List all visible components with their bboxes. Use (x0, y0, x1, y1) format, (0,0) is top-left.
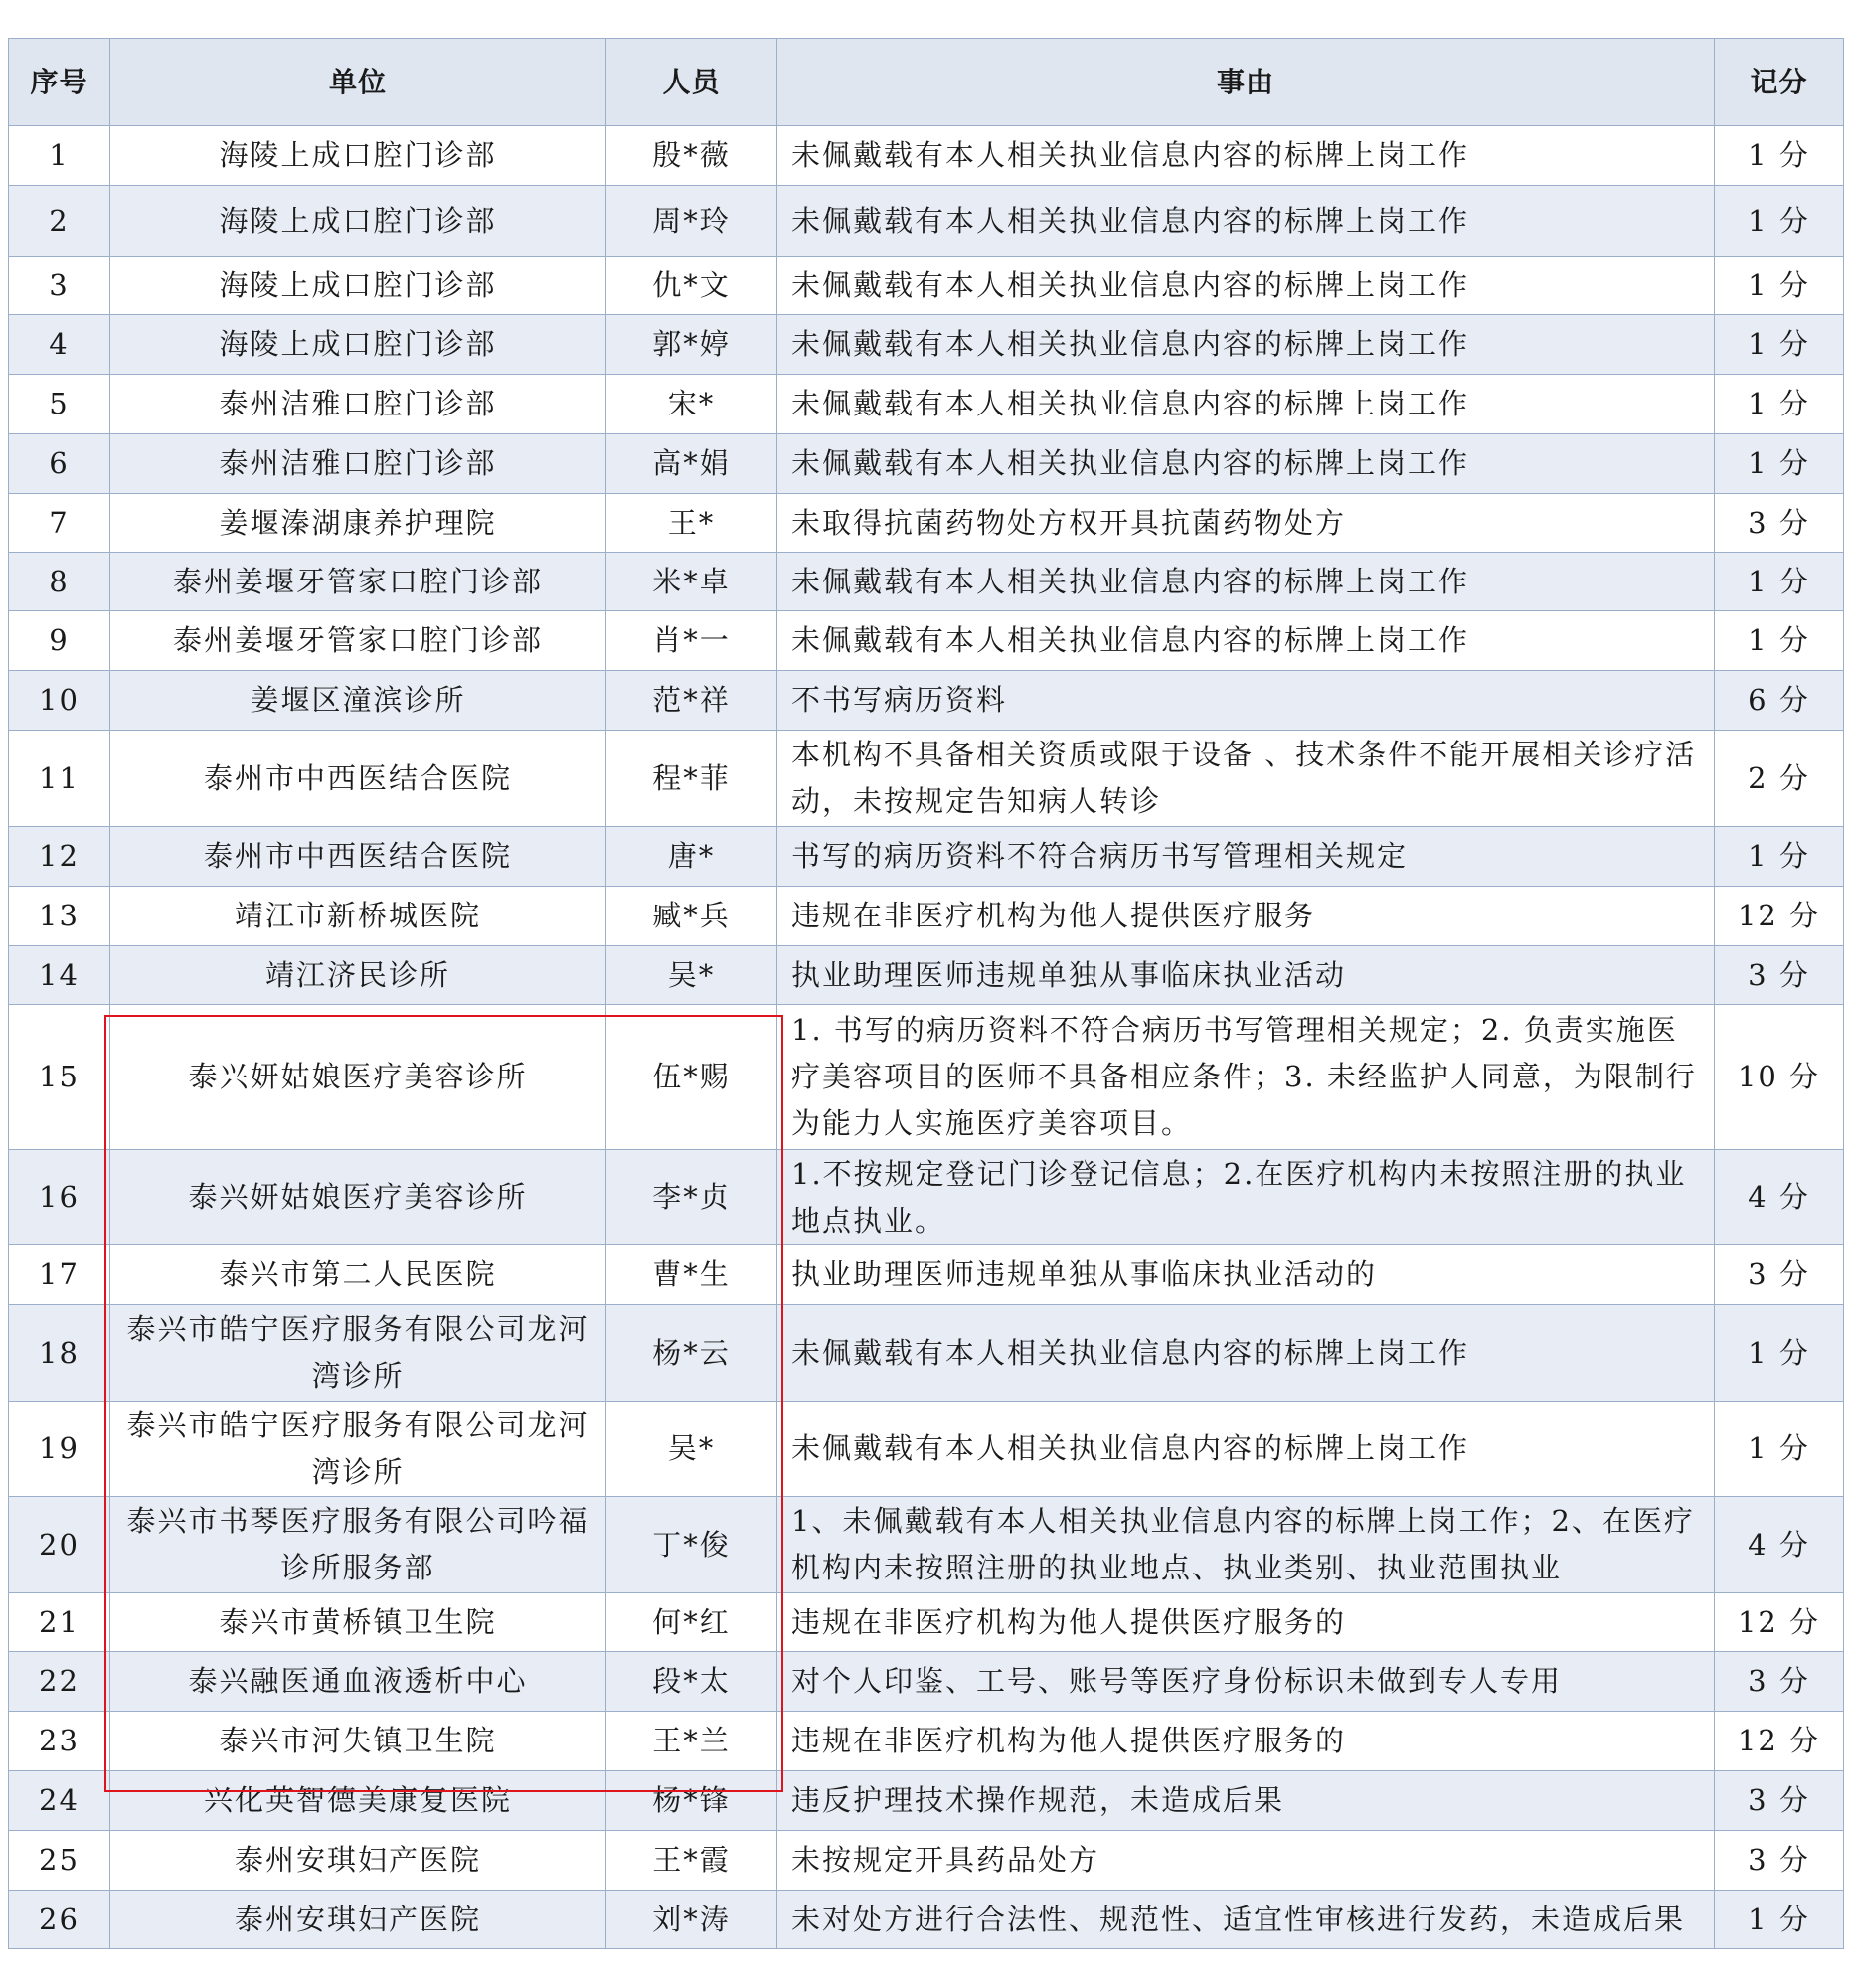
cell-reason: 未取得抗菌药物处方权开具抗菌药物处方 (777, 494, 1715, 553)
table-row (9, 375, 1844, 434)
cell-person: 段*太 (606, 1652, 777, 1712)
table-row (9, 1593, 1844, 1652)
cell-unit: 泰州市中西医结合医院 (110, 827, 606, 887)
cell-person: 臧*兵 (606, 887, 777, 946)
cell-reason: 未佩戴载有本人相关执业信息内容的标牌上岗工作 (777, 1305, 1715, 1402)
cell-unit: 姜堰溱湖康养护理院 (110, 494, 606, 553)
cell-score: 3 分 (1715, 1652, 1844, 1712)
cell-reason: 执业助理医师违规单独从事临床执业活动 (777, 946, 1715, 1005)
cell-reason: 未佩戴载有本人相关执业信息内容的标牌上岗工作 (777, 1402, 1715, 1497)
cell-score: 1 分 (1715, 611, 1844, 671)
cell-score: 1 分 (1715, 186, 1844, 257)
cell-score: 3 分 (1715, 1771, 1844, 1831)
table-row (9, 553, 1844, 611)
cell-unit: 泰州洁雅口腔门诊部 (110, 375, 606, 434)
cell-person: 高*娟 (606, 434, 777, 494)
cell-no: 15 (9, 1005, 110, 1150)
cell-unit: 姜堰区潼滨诊所 (110, 671, 606, 731)
cell-unit: 泰州洁雅口腔门诊部 (110, 434, 606, 494)
cell-no: 2 (9, 186, 110, 257)
table-row (9, 1402, 1844, 1497)
cell-score: 3 分 (1715, 946, 1844, 1005)
cell-unit: 泰州安琪妇产医院 (110, 1831, 606, 1891)
cell-score: 1 分 (1715, 1891, 1844, 1949)
cell-person: 何*红 (606, 1593, 777, 1652)
header-no: 序号 (9, 39, 110, 126)
cell-person: 曹*生 (606, 1245, 777, 1305)
cell-unit: 靖江济民诊所 (110, 946, 606, 1005)
cell-score: 6 分 (1715, 671, 1844, 731)
cell-score: 1 分 (1715, 827, 1844, 887)
cell-no: 12 (9, 827, 110, 887)
cell-no: 24 (9, 1771, 110, 1831)
table-header-row (9, 39, 1844, 126)
table-row (9, 186, 1844, 257)
cell-score: 3 分 (1715, 1831, 1844, 1891)
header-person: 人员 (606, 39, 777, 126)
cell-person: 米*卓 (606, 553, 777, 611)
cell-reason: 未佩戴载有本人相关执业信息内容的标牌上岗工作 (777, 611, 1715, 671)
cell-unit: 泰兴市黄桥镇卫生院 (110, 1593, 606, 1652)
cell-reason: 1. 书写的病历资料不符合病历书写管理相关规定；2. 负责实施医疗美容项目的医师不具备相应条件；3. 未经监护人同意，为限制行为能力人实施医疗美容项目。 (777, 1005, 1715, 1150)
cell-person: 杨*锋 (606, 1771, 777, 1831)
cell-reason: 1、未佩戴载有本人相关执业信息内容的标牌上岗工作；2、在医疗机构内未按照注册的执业地点、执业类别、执业范围执业 (777, 1497, 1715, 1593)
cell-person: 宋* (606, 375, 777, 434)
penalty-table-container (8, 38, 1844, 1949)
cell-no: 19 (9, 1402, 110, 1497)
table-row (9, 1652, 1844, 1712)
cell-unit: 泰州姜堰牙管家口腔门诊部 (110, 553, 606, 611)
cell-reason: 未佩戴载有本人相关执业信息内容的标牌上岗工作 (777, 126, 1715, 186)
cell-no: 26 (9, 1891, 110, 1949)
cell-person: 肖*一 (606, 611, 777, 671)
cell-unit: 泰州安琪妇产医院 (110, 1891, 606, 1949)
table-row (9, 1771, 1844, 1831)
cell-no: 11 (9, 731, 110, 827)
cell-no: 20 (9, 1497, 110, 1593)
cell-unit: 靖江市新桥城医院 (110, 887, 606, 946)
table-row (9, 315, 1844, 375)
table-row (9, 1891, 1844, 1949)
cell-person: 李*贞 (606, 1150, 777, 1245)
cell-score: 1 分 (1715, 257, 1844, 315)
cell-person: 郭*婷 (606, 315, 777, 375)
table-row (9, 1305, 1844, 1402)
cell-person: 刘*涛 (606, 1891, 777, 1949)
cell-unit: 海陵上成口腔门诊部 (110, 126, 606, 186)
table-row (9, 257, 1844, 315)
table-row (9, 611, 1844, 671)
cell-reason: 对个人印鉴、工号、账号等医疗身份标识未做到专人专用 (777, 1652, 1715, 1712)
cell-no: 7 (9, 494, 110, 553)
cell-reason: 未佩戴载有本人相关执业信息内容的标牌上岗工作 (777, 257, 1715, 315)
table-row (9, 1831, 1844, 1891)
cell-no: 1 (9, 126, 110, 186)
cell-unit: 海陵上成口腔门诊部 (110, 315, 606, 375)
cell-reason: 不书写病历资料 (777, 671, 1715, 731)
cell-person: 杨*云 (606, 1305, 777, 1402)
cell-score: 1 分 (1715, 553, 1844, 611)
cell-no: 14 (9, 946, 110, 1005)
cell-unit: 泰兴融医通血液透析中心 (110, 1652, 606, 1712)
table-row (9, 1005, 1844, 1150)
cell-score: 1 分 (1715, 315, 1844, 375)
cell-no: 18 (9, 1305, 110, 1402)
cell-score: 1 分 (1715, 1402, 1844, 1497)
cell-score: 1 分 (1715, 1305, 1844, 1402)
table-row (9, 671, 1844, 731)
cell-unit: 泰兴市书琴医疗服务有限公司吟福诊所服务部 (110, 1497, 606, 1593)
header-score: 记分 (1715, 39, 1844, 126)
cell-person: 王*兰 (606, 1712, 777, 1771)
cell-no: 6 (9, 434, 110, 494)
cell-unit: 兴化英智德美康复医院 (110, 1771, 606, 1831)
cell-score: 1 分 (1715, 434, 1844, 494)
cell-reason: 违规在非医疗机构为他人提供医疗服务 (777, 887, 1715, 946)
cell-score: 2 分 (1715, 731, 1844, 827)
cell-no: 4 (9, 315, 110, 375)
cell-reason: 1.不按规定登记门诊登记信息；2.在医疗机构内未按照注册的执业地点执业。 (777, 1150, 1715, 1245)
cell-score: 1 分 (1715, 375, 1844, 434)
cell-score: 10 分 (1715, 1005, 1844, 1150)
cell-reason: 未对处方进行合法性、规范性、适宜性审核进行发药，未造成后果 (777, 1891, 1715, 1949)
cell-no: 16 (9, 1150, 110, 1245)
cell-person: 王*霞 (606, 1831, 777, 1891)
cell-reason: 书写的病历资料不符合病历书写管理相关规定 (777, 827, 1715, 887)
cell-person: 殷*薇 (606, 126, 777, 186)
cell-person: 伍*赐 (606, 1005, 777, 1150)
cell-no: 3 (9, 257, 110, 315)
cell-person: 周*玲 (606, 186, 777, 257)
cell-score: 4 分 (1715, 1497, 1844, 1593)
cell-no: 25 (9, 1831, 110, 1891)
table-row (9, 946, 1844, 1005)
cell-reason: 违规在非医疗机构为他人提供医疗服务的 (777, 1712, 1715, 1771)
cell-person: 程*菲 (606, 731, 777, 827)
cell-unit: 泰兴市第二人民医院 (110, 1245, 606, 1305)
cell-reason: 未佩戴载有本人相关执业信息内容的标牌上岗工作 (777, 553, 1715, 611)
cell-score: 12 分 (1715, 1593, 1844, 1652)
cell-reason: 本机构不具备相关资质或限于设备 、技术条件不能开展相关诊疗活动，未按规定告知病人转诊 (777, 731, 1715, 827)
cell-person: 吴* (606, 1402, 777, 1497)
cell-unit: 泰州姜堰牙管家口腔门诊部 (110, 611, 606, 671)
cell-score: 12 分 (1715, 887, 1844, 946)
cell-score: 3 分 (1715, 1245, 1844, 1305)
cell-reason: 违规在非医疗机构为他人提供医疗服务的 (777, 1593, 1715, 1652)
cell-unit: 泰兴市皓宁医疗服务有限公司龙河湾诊所 (110, 1305, 606, 1402)
cell-no: 10 (9, 671, 110, 731)
cell-person: 唐* (606, 827, 777, 887)
cell-no: 9 (9, 611, 110, 671)
cell-no: 5 (9, 375, 110, 434)
cell-score: 3 分 (1715, 494, 1844, 553)
cell-score: 1 分 (1715, 126, 1844, 186)
cell-reason: 未佩戴载有本人相关执业信息内容的标牌上岗工作 (777, 434, 1715, 494)
cell-reason: 违反护理技术操作规范，未造成后果 (777, 1771, 1715, 1831)
table-row (9, 827, 1844, 887)
cell-reason: 执业助理医师违规单独从事临床执业活动的 (777, 1245, 1715, 1305)
table-row (9, 494, 1844, 553)
cell-unit: 海陵上成口腔门诊部 (110, 257, 606, 315)
cell-no: 22 (9, 1652, 110, 1712)
cell-unit: 泰州市中西医结合医院 (110, 731, 606, 827)
header-unit: 单位 (110, 39, 606, 126)
cell-person: 吴* (606, 946, 777, 1005)
cell-person: 范*祥 (606, 671, 777, 731)
cell-reason: 未佩戴载有本人相关执业信息内容的标牌上岗工作 (777, 375, 1715, 434)
cell-score: 12 分 (1715, 1712, 1844, 1771)
cell-unit: 海陵上成口腔门诊部 (110, 186, 606, 257)
table-row (9, 731, 1844, 827)
cell-unit: 泰兴市河失镇卫生院 (110, 1712, 606, 1771)
table-row (9, 1712, 1844, 1771)
table-row (9, 434, 1844, 494)
cell-no: 8 (9, 553, 110, 611)
cell-person: 王* (606, 494, 777, 553)
cell-unit: 泰兴市皓宁医疗服务有限公司龙河湾诊所 (110, 1402, 606, 1497)
cell-unit: 泰兴妍姑娘医疗美容诊所 (110, 1005, 606, 1150)
cell-person: 丁*俊 (606, 1497, 777, 1593)
cell-score: 4 分 (1715, 1150, 1844, 1245)
cell-no: 23 (9, 1712, 110, 1771)
header-reason: 事由 (777, 39, 1715, 126)
cell-unit: 泰兴妍姑娘医疗美容诊所 (110, 1150, 606, 1245)
cell-no: 21 (9, 1593, 110, 1652)
cell-person: 仇*文 (606, 257, 777, 315)
table-row (9, 126, 1844, 186)
cell-no: 13 (9, 887, 110, 946)
table-row (9, 1150, 1844, 1245)
table-row (9, 887, 1844, 946)
table-row (9, 1245, 1844, 1305)
penalty-table (8, 38, 1844, 1949)
cell-reason: 未佩戴载有本人相关执业信息内容的标牌上岗工作 (777, 186, 1715, 257)
cell-no: 17 (9, 1245, 110, 1305)
cell-reason: 未按规定开具药品处方 (777, 1831, 1715, 1891)
cell-reason: 未佩戴载有本人相关执业信息内容的标牌上岗工作 (777, 315, 1715, 375)
table-row (9, 1497, 1844, 1593)
